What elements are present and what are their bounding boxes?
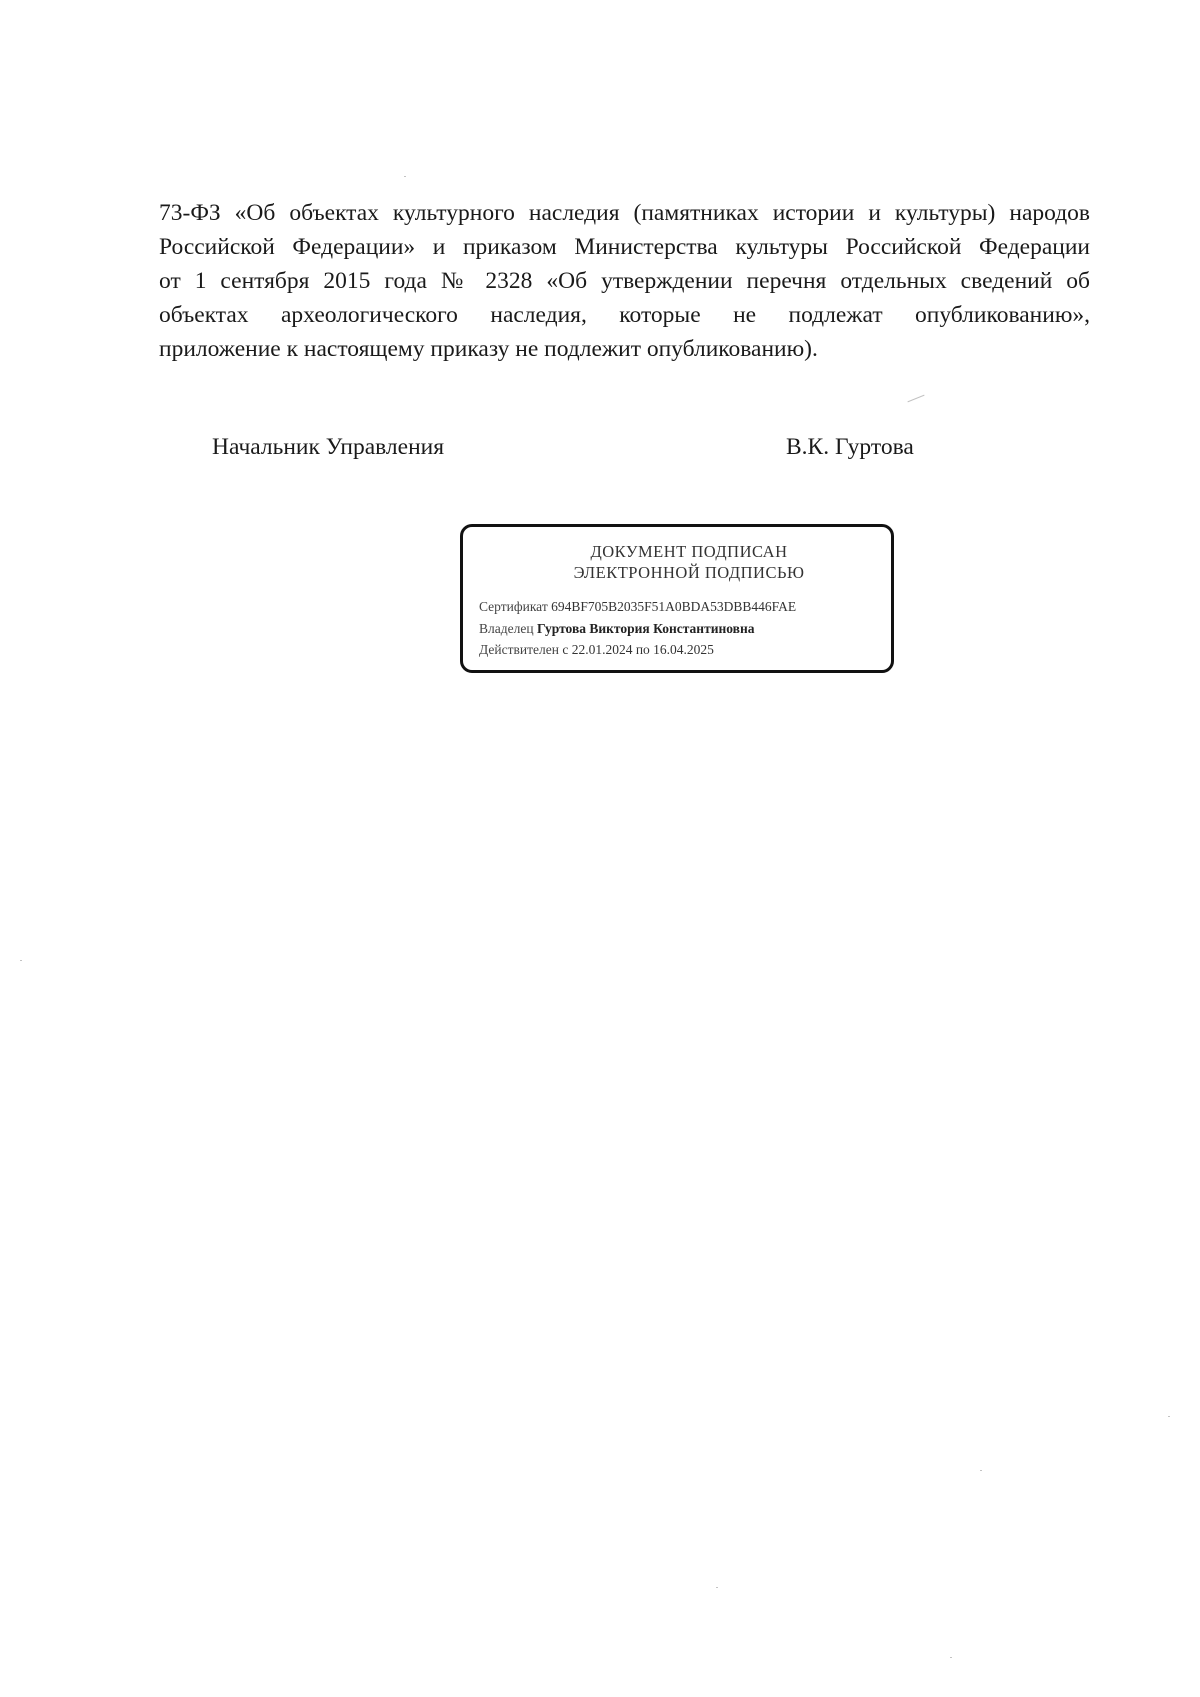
scan-speck: [1168, 1416, 1170, 1417]
valid-label: Действителен: [479, 642, 559, 657]
scan-speck: [980, 1470, 982, 1471]
certificate-value: 694BF705B2035F51A0BDA53DBB446FAE: [551, 599, 797, 614]
stamp-details: [479, 596, 891, 661]
body-line: Российской Федерации» и приказом Министерства культуры Российской Федерации: [159, 234, 1090, 260]
body-line: объектах археологического наследия, которые не подлежат опубликованию»,: [159, 302, 1090, 328]
stamp-heading-line-1: ДОКУМЕНТ ПОДПИСАН: [590, 542, 788, 561]
signer-position: Начальник Управления: [212, 434, 445, 460]
owner-label: Владелец: [479, 620, 534, 636]
valid-to-date: 16.04.2025: [653, 642, 714, 657]
scan-speck: [950, 1657, 952, 1658]
owner-row: [479, 618, 891, 640]
valid-to-prefix: по: [635, 642, 650, 657]
certificate-row: [479, 596, 891, 618]
valid-from-prefix: с: [562, 642, 569, 657]
scan-speck: [404, 176, 406, 177]
body-paragraph: [159, 196, 1090, 366]
body-line: от 1 сентября 2015 года № 2328 «Об утверждении перечня отдельных сведений об: [159, 268, 1090, 294]
signer-name: В.К. Гуртова: [786, 434, 914, 460]
certificate-label: Сертификат: [479, 599, 548, 614]
body-line: 73-ФЗ «Об объектах культурного наследия (памятниках истории и культуры) народов: [159, 200, 1090, 226]
pen-stroke-mark: [907, 395, 924, 403]
stamp-heading-line-2: ЭЛЕКТРОННОЙ ПОДПИСЬЮ: [573, 563, 805, 582]
owner-value: Гуртова Виктория Константиновна: [536, 620, 755, 636]
stamp-heading: [487, 541, 891, 583]
body-line: приложение к настоящему приказу не подлежит опубликованию).: [159, 336, 818, 362]
valid-from-date: 22.01.2024: [571, 642, 633, 657]
electronic-signature-stamp: [460, 524, 894, 673]
validity-row: [479, 639, 891, 661]
scan-speck: [20, 960, 22, 961]
scan-speck: [716, 1587, 718, 1588]
